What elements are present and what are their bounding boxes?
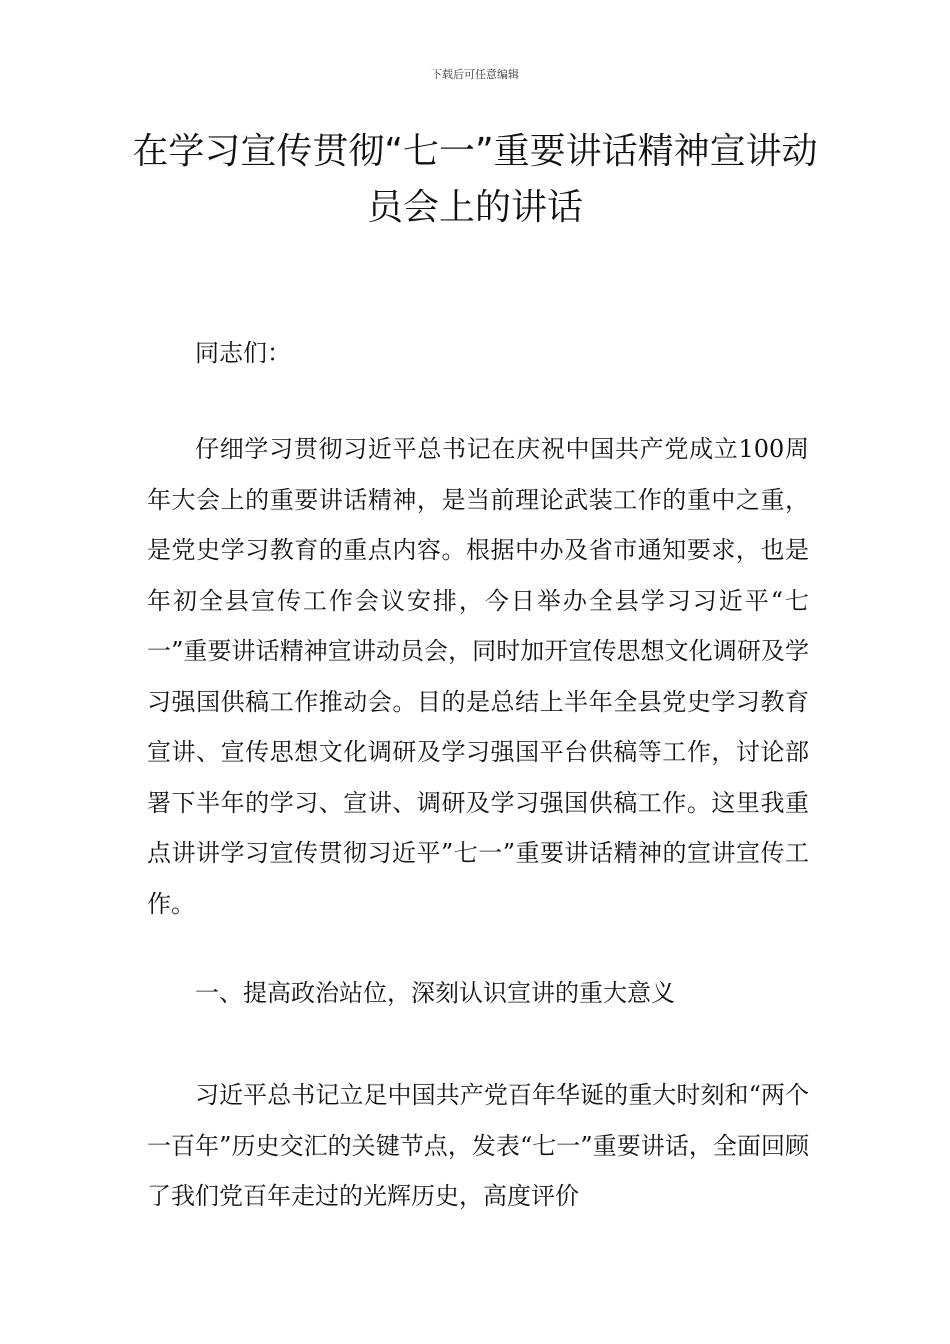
salutation <box>147 328 809 379</box>
section-heading-text: 一、提高政治站位，深刻认识宣讲的重大意义 <box>195 979 675 1007</box>
paragraph-text: 仔细学习贯彻习近平总书记在庆祝中国共产党成立100周年大会上的重要讲话精神，是当前理论武装工作的重中之重，是党史学习教育的重点内容。根据中办及省市通知要求，也是年初全县宣传工作会议安排，今日举办全县学习习近平“七一”重要讲话精神宣讲动员会，同时加开宣传思想文化调研及学习强国供稿工作推动会。目的是总结上半年全县党史学习教育宣讲、宣传思想文化调研及学习强国平台供稿等工作，讨论部署下半年的学习、宣讲、调研及学习强国供稿工作。这里我重点讲讲学习宣传贯彻习近平”七一”重要讲话精神的宣讲宣传工作。 <box>147 435 809 918</box>
section-heading <box>147 968 809 1019</box>
paragraph-1 <box>147 424 809 929</box>
section-paragraph-text: 习近平总书记立足中国共产党百年华诞的重大时刻和“两个一百年”历史交汇的关键节点，发表“七一”重要讲话，全面回顾了我们党百年走过的光辉历史，高度评价 <box>147 1081 809 1210</box>
salutation-text: 同志们： <box>195 339 291 367</box>
document-title: 在学习宣传贯彻“七一”重要讲话精神宣讲动员会上的讲话 <box>132 131 818 228</box>
section-paragraph <box>147 1070 809 1222</box>
header-note: 下载后可任意编辑 <box>431 68 519 81</box>
